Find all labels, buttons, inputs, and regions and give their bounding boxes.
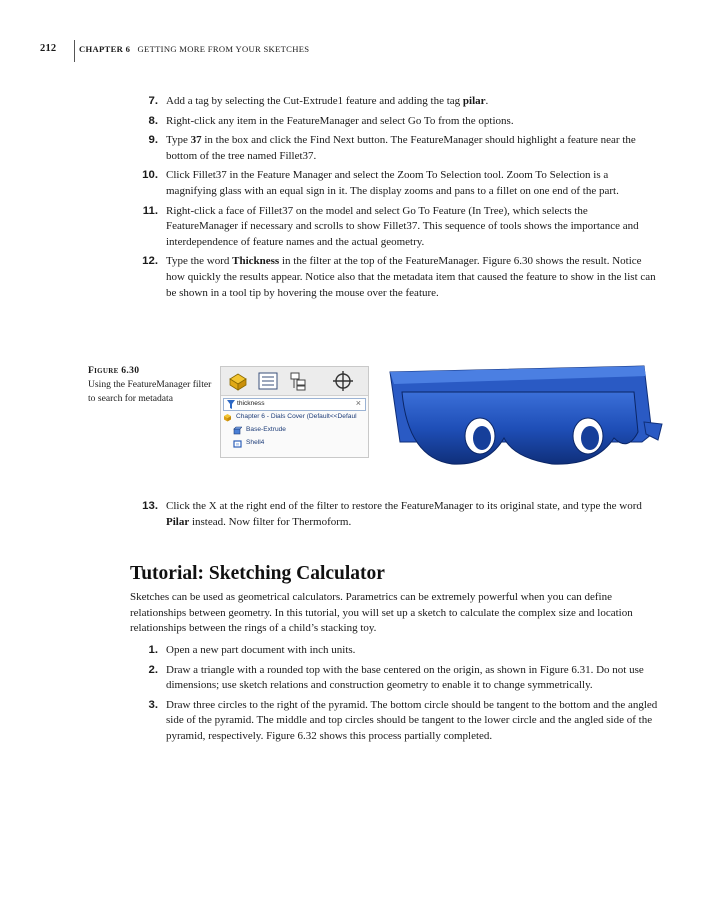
- step-12: [130, 254, 660, 301]
- text-run: Add a tag by selecting the Cut-Extrude1 feature and adding the tag: [166, 95, 463, 107]
- step-text: Right-click any item in the FeatureManager and select Go To from the options.: [166, 114, 514, 127]
- step-text: Draw a triangle with a rounded top with the base centered on the origin, as shown in Figure 6.31. Do not use dimensions; use sketch relations and construction geometry to enable it to change symmetrically.: [166, 663, 644, 692]
- featuremanager-tab-bar: [221, 367, 368, 396]
- clear-filter-icon[interactable]: ×: [355, 398, 361, 408]
- step-11: [130, 204, 660, 251]
- chapter-title: GETTING MORE FROM YOUR SKETCHES: [137, 44, 310, 54]
- step-number: 2.: [148, 663, 158, 676]
- tutorial-intro: Sketches can be used as geometrical calculators. Parametrics can be extremely powerful when you can define relationships between geometry. In this tutorial, you will set up a sketch to calculate the complex size and location relationships between the rings of a child’s stacking toy.: [130, 591, 633, 635]
- chapter-label: CHAPTER 6: [79, 44, 131, 54]
- bold-term: Thickness: [232, 255, 280, 268]
- text-run: in the filter at the top of the FeatureManager. Figure 6.30 shows the result. Notice how quickly the results appear. Notice also that the metadata item that caused the feature to show in the list can be shown in a tool tip by hovering the mouse over the feature.: [166, 255, 656, 299]
- step-text: Click Fillet37 in the Feature Manager and select the Zoom To Selection tool. Zoom To Selection is a magnifying glass with an equal sign in it. The display zooms and pans to a fillet on one end of the part.: [166, 169, 619, 197]
- step-number: 1.: [148, 644, 158, 656]
- step-number: 9.: [148, 134, 158, 147]
- tutorial-heading: Tutorial: Sketching Calculator: [130, 563, 385, 584]
- step-text: [166, 255, 656, 298]
- bold-term: 37: [190, 134, 202, 147]
- page-number: 212: [40, 43, 57, 54]
- configuration-manager-tab-icon[interactable]: [285, 370, 311, 392]
- step-text: Open a new part document with inch units.: [166, 644, 356, 656]
- tutorial-step-3: [130, 698, 660, 745]
- figure-caption-text: Using the FeatureManager filter to search for metadata: [88, 379, 212, 404]
- figure-caption-title: Figure 6.30: [88, 365, 140, 376]
- step-7: [130, 94, 660, 110]
- step-8: [130, 114, 660, 130]
- figure-caption: [88, 364, 216, 406]
- step-10: [130, 168, 660, 199]
- bold-term: Pilar: [166, 515, 190, 528]
- step-list-top: [130, 94, 660, 301]
- tree-item-label: Shell4: [246, 439, 265, 446]
- step-list-13: [130, 499, 660, 530]
- text-run: in the box and click the Find Next button. The FeatureManager should highlight a feature near the bottom of the tree named Fillet37.: [166, 134, 636, 162]
- step-number: 13.: [142, 500, 158, 512]
- text-run: Type the word: [166, 255, 233, 268]
- part-icon: [223, 413, 232, 422]
- step-number: 10.: [142, 169, 158, 182]
- feature-tree-tab-icon[interactable]: [225, 370, 251, 392]
- tutorial-step-list: [130, 643, 660, 745]
- tree-item-label: Base-Extrude: [246, 426, 286, 433]
- step-text: [166, 134, 636, 162]
- step-number: 8.: [148, 114, 158, 127]
- text-run: Click the X at the right end of the filter to restore the FeatureManager to its original state, and type the word: [166, 500, 642, 512]
- property-manager-tab-icon[interactable]: [255, 370, 281, 392]
- step-text: Draw three circles to the right of the pyramid. The bottom circle should be tangent to the bottom and the angled side of the pyramid. The middle and top circles should be tangent to the lower circle and the angled side of the pyramid, respectively. Figure 6.32 shows this process partially completed.: [166, 698, 658, 742]
- text-run: .: [485, 95, 489, 107]
- filter-value: thickness: [237, 400, 265, 407]
- step-number: 3.: [148, 698, 158, 711]
- extrude-feature-icon: [233, 426, 242, 435]
- featuremanager-panel: [220, 366, 369, 458]
- tree-item-label: Chapter 6 - Dials Cover (Default<<Defaul: [236, 413, 357, 420]
- dimxpert-tab-icon[interactable]: [331, 370, 357, 392]
- tutorial-step-2: [130, 663, 660, 694]
- step-13: [130, 499, 660, 530]
- step-text: [166, 500, 642, 528]
- step-text: [166, 95, 488, 107]
- blue-part-model-image: [382, 362, 664, 472]
- text-run: Type: [166, 134, 191, 147]
- chapter-heading: [79, 44, 309, 54]
- filter-funnel-icon: [227, 400, 235, 409]
- header-divider: [74, 40, 75, 62]
- running-header: [0, 40, 717, 62]
- step-number: 12.: [142, 255, 158, 268]
- tutorial-step-1: [130, 643, 660, 659]
- step-number: 11.: [142, 204, 158, 217]
- step-9: [130, 133, 660, 164]
- bold-term: pilar: [462, 95, 486, 107]
- featuremanager-filter-input[interactable]: [223, 398, 366, 411]
- step-number: 7.: [148, 95, 158, 107]
- text-run: instead. Now filter for Thermoform.: [189, 515, 352, 528]
- shell-feature-icon: [233, 439, 242, 448]
- step-text: Right-click a face of Fillet37 on the model and select Go To Feature (In Tree), which selects the FeatureManager if necessary and scrolls to show Fillet37. This sequence of tools shows the importance and interdependence of feature names and the actual geometry.: [166, 204, 639, 248]
